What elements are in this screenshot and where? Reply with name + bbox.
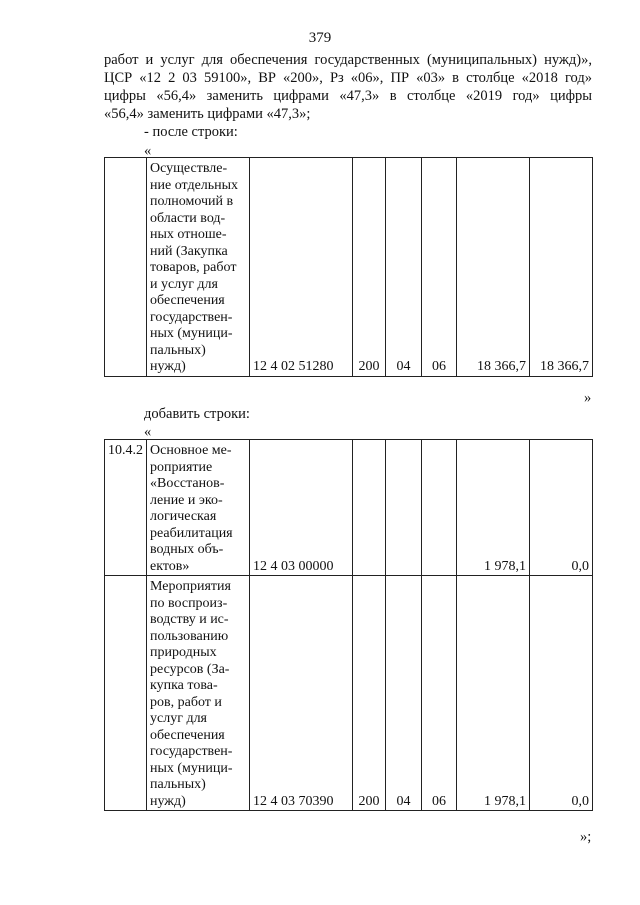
close-quote-1: » [584,390,592,406]
row-name-line: и услуг для [150,276,218,292]
row-name-line: реабилитация [150,525,233,541]
row-name-line: ных (муници- [150,760,233,776]
rz-cell: 04 [386,576,422,811]
vr-cell: 200 [353,576,386,811]
row-name-line: нужд) [150,793,186,809]
row-name-line: роприятие [150,459,213,475]
row-name-line: ров, работ и [150,694,222,710]
row-name-line: Основное ме- [150,443,232,458]
row-name-line: «Восстанов- [150,476,225,491]
intro-line: цифры «56,4» заменить цифрами «47,3» в столбце «2019 год» цифры [104,88,592,104]
row-name-line: по воспроиз- [150,595,228,611]
row-name-line: государствен- [150,744,233,759]
row-name-line: пальных) [150,342,206,358]
row-name-line: логическая [150,509,217,524]
page-number: 379 [308,30,332,46]
close-quote-2: »; [580,829,592,845]
row-name-line: товаров, работ [150,260,237,275]
row-name-line: ектов» [150,558,190,574]
intro-line: работ и услуг для обеспечения государственных (муниципальных) нужд)», [104,52,592,68]
year-2018-cell: 1 978,1 [457,440,530,576]
row-name-line: природных [150,645,217,660]
row-name-cell [147,158,250,377]
open-quote-1: « [144,143,152,159]
year-2019-cell: 18 366,7 [530,158,593,377]
budget-table-2 [104,439,593,811]
csr-cell: 12 4 02 51280 [250,158,353,377]
row-name-line: обеспечения [150,293,225,308]
budget-table-1 [104,157,593,377]
row-name-line: Осуществле- [150,161,228,176]
pr-cell [422,440,457,576]
pr-cell: 06 [422,576,457,811]
row-number-cell [105,576,147,811]
year-2019-cell: 0,0 [530,440,593,576]
row-number-cell [105,158,147,377]
row-name-line: пользованию [150,628,229,644]
open-quote-2: « [144,424,152,440]
row-number-cell: 10.4.2 [105,440,147,576]
rz-cell: 04 [386,158,422,377]
row-name-line: водных объ- [150,542,224,557]
row-name-line: ресурсов (За- [150,661,230,677]
row-name-line: нужд) [150,359,186,374]
row-name-line: полномочий в [150,194,234,209]
row-name-cell [147,440,250,576]
row-name-line: услуг для [150,711,207,726]
csr-cell: 12 4 03 00000 [250,440,353,576]
after-row-label: - после строки: [144,124,238,140]
table-row [105,158,593,377]
row-name-line: пальных) [150,777,206,792]
intro-paragraph [104,51,592,123]
add-rows-label: добавить строки: [144,406,250,422]
row-name-line: ний (Закупка [150,243,228,259]
row-name-line: Мероприятия [150,579,231,594]
pr-cell: 06 [422,158,457,377]
row-name-line: обеспечения [150,727,225,743]
row-name-line: области вод- [150,210,226,226]
year-2018-cell: 1 978,1 [457,576,530,811]
table-row [105,440,593,576]
year-2019-cell: 0,0 [530,576,593,811]
table-row [105,576,593,811]
vr-cell: 200 [353,158,386,377]
csr-cell: 12 4 03 70390 [250,576,353,811]
vr-cell [353,440,386,576]
year-2018-cell: 18 366,7 [457,158,530,377]
row-name-line: ных отноше- [150,227,227,242]
row-name-cell [147,576,250,811]
row-name-line: ных (муници- [150,326,233,341]
row-name-line: государствен- [150,309,233,325]
intro-line: «56,4» заменить цифрами «47,3»; [104,106,311,122]
rz-cell [386,440,422,576]
row-name-line: ление и эко- [150,492,223,508]
row-name-line: водству и ис- [150,612,229,627]
intro-line: ЦСР «12 2 03 59100», ВР «200», Рз «06», ПР «03» в столбце «2018 год» [104,70,592,86]
row-name-line: ние отдельных [150,177,239,193]
row-name-line: купка това- [150,678,218,693]
